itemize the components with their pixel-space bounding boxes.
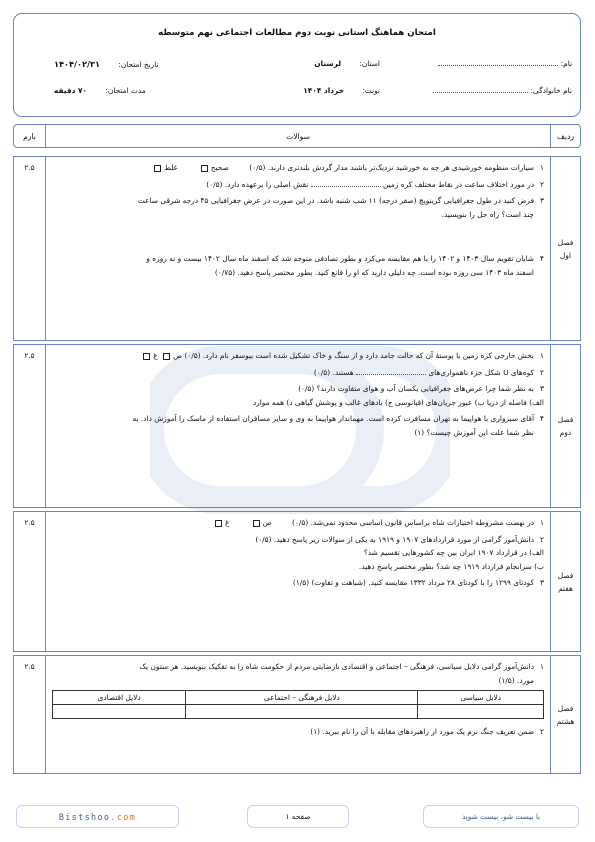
table-answer-cell[interactable]: [186, 705, 418, 719]
slogan: با بیست شو، بیست شوید: [423, 805, 579, 828]
section-score: ۲.۵: [14, 656, 46, 773]
section-questions: [46, 512, 550, 651]
true-checkbox[interactable]: [253, 520, 260, 527]
exam-date-field: تاریخ امتحان: ۱۴۰۴/۰۲/۳۱: [54, 59, 159, 69]
section-chapter-1: [13, 156, 581, 341]
site-link[interactable]: Bistshoo .com: [16, 805, 179, 828]
section-questions: [46, 656, 550, 773]
table-header: دلایل سیاسی: [418, 691, 544, 705]
section-chapter-2: [13, 344, 581, 508]
true-checkbox[interactable]: [163, 353, 170, 360]
page-number: صفحه ۱: [247, 805, 349, 828]
section-label: فصل اول: [550, 157, 580, 340]
true-checkbox[interactable]: [201, 165, 208, 172]
section-score: ۲.۵: [14, 512, 46, 651]
answer-blank[interactable]: [311, 186, 381, 187]
section-questions: [46, 157, 550, 340]
exam-header: [13, 13, 581, 117]
term-field: نوبت: خرداد ۱۴۰۴: [303, 86, 380, 95]
student-family-field[interactable]: نام خانوادگی:: [433, 86, 572, 95]
question-2: ۲دانش‌آموز گرامی از مورد قراردادهای ۱۹۰۷ و ۱۹۱۹ به یکی از سوالات زیر پاسخ دهید. (۰/۵) الف) در قرارداد ۱۹۰۷ ایران بین چه کشورهایی تقسیم شد؟ ب) سرانجام قرارداد ۱۹۱۹ چه شد؟ بطور مختصر پاسخ دهید.: [255, 534, 544, 571]
table-header: دلایل اقتصادی: [53, 691, 186, 705]
table-header: دلایل فرهنگی – اجتماعی: [186, 691, 418, 705]
false-checkbox[interactable]: [215, 520, 222, 527]
section-chapter-7: [13, 511, 581, 652]
section-label: فصل هفتم: [550, 512, 580, 651]
student-name-field[interactable]: نام:: [438, 59, 572, 68]
question-4: ۴شایان تقویم سال ۱۴۰۳ و ۱۴۰۲ را با هم مقایسه می‌کرد و بطور تصادفی متوجه شد که اسفند ماه سال ۱۴۰۲ بیست و نه روزه و اسفند ماه ۱۴۰۳ سی روزه بوده است. چه دلیلی دارید که او را قانع کنید. بطور مختصر پاسخ دهید. (۰/۷۵): [146, 254, 544, 277]
question-3-options: الف) فاصله از دریا ب) عبور جریان‌های اقیانوسی ج) بادهای غالب و پوشش گیاهی د) همه موارد: [252, 397, 544, 407]
province-field: استان: لرستان: [314, 59, 380, 68]
question-1: ۱بخش خارجی کره زمین یا پوستهٔ آن که حالت جامد دارد و از سنگ و خاک تشکیل شده است بیوسفر نام دارد. (۰/۵) ص غ: [52, 349, 544, 363]
question-3: ۳فرض کنید در طول جغرافیایی گرینویچ (صفر درجه) ۱۱ شب شنبه باشد. در این صورت در عرض جغرافیایی ۴۵ درجه شرقی ساعت چند است؟ راه حل را بنویسید.: [137, 196, 544, 219]
section-score: ۲.۵: [14, 157, 46, 340]
table-answer-cell[interactable]: [418, 705, 544, 719]
false-checkbox[interactable]: [154, 165, 161, 172]
question-2: ۲کوه‌های U شکل جزء ناهمواری‌های هستند. (۰/۵): [313, 367, 544, 377]
question-2: ۲ضمن تعریف جنگ نرم یک مورد از راهبردهای مقابله با آن را نام ببرید. (۱): [310, 727, 544, 736]
question-1: ۱در نهضت مشروطه اختیارات شاه براساس قانون اساسی محدود نمی‌شد. (۰/۵) ص غ: [52, 516, 544, 530]
table-answer-cell[interactable]: [53, 705, 186, 719]
column-questions: سوالات: [286, 131, 310, 141]
exam-duration-field: مدت امتحان: ۷۰ دقیقه: [54, 86, 146, 95]
section-chapter-8: [13, 655, 581, 774]
question-4: ۴آقای سبزواری با هواپیما به تهران مسافرت کرده است. مهماندار هواپیما به وی و سایر مسافران استفاده از ماسک را آموزش داد. به نظر شما علت این آموزش چیست؟ (۱): [132, 414, 544, 437]
question-3: ۳به نظر شما چرا عرض‌های جغرافیایی یکسان آب و هوای متفاوت دارند؟ (۰/۵) الف) فاصله از دریا ب) عبور جریان‌های اقیانوسی ج) بادهای غالب و پوشش گیاهی د) همه موارد: [52, 382, 544, 409]
section-score: ۲.۵: [14, 345, 46, 507]
section-label: فصل دوم: [550, 345, 580, 507]
exam-title: امتحان هماهنگ استانی نوبت دوم مطالعات اجتماعی نهم متوسطه: [158, 28, 436, 38]
column-score: بارم: [14, 125, 46, 147]
column-header: [13, 124, 581, 148]
question-1: ۱دانش‌آموز گرامی دلایل سیاسی، فرهنگی – اجتماعی و اقتصادی نارضایتی مردم از حکومت شاه را به تفکیک بنویسید. هر ستون یک مورد. (۱/۵): [139, 662, 544, 685]
question-1: ۱سیارات منظومه خورشیدی هر چه به خورشید نزدیک‌تر باشند مدار گردش بلندتری دارند. (۰/۵) صحیح غلط: [52, 161, 544, 175]
question-3: ۳کودتای ۱۲۹۹ را با کودتای ۲۸ مرداد ۱۳۳۲ مقایسه کنید. (شباهت و تفاوت) (۱/۵): [292, 578, 544, 587]
question-2: ۲در مورد اختلاف ساعت در نقاط مختلف کره زمین نقش اصلی را برعهده دارد. (۰/۵): [206, 179, 544, 189]
answer-blank[interactable]: [356, 374, 426, 375]
reasons-table: [52, 690, 544, 719]
false-checkbox[interactable]: [143, 353, 150, 360]
section-label: فصل هشتم: [550, 656, 580, 773]
column-radif: ردیف: [550, 125, 580, 147]
section-questions: [46, 345, 550, 507]
